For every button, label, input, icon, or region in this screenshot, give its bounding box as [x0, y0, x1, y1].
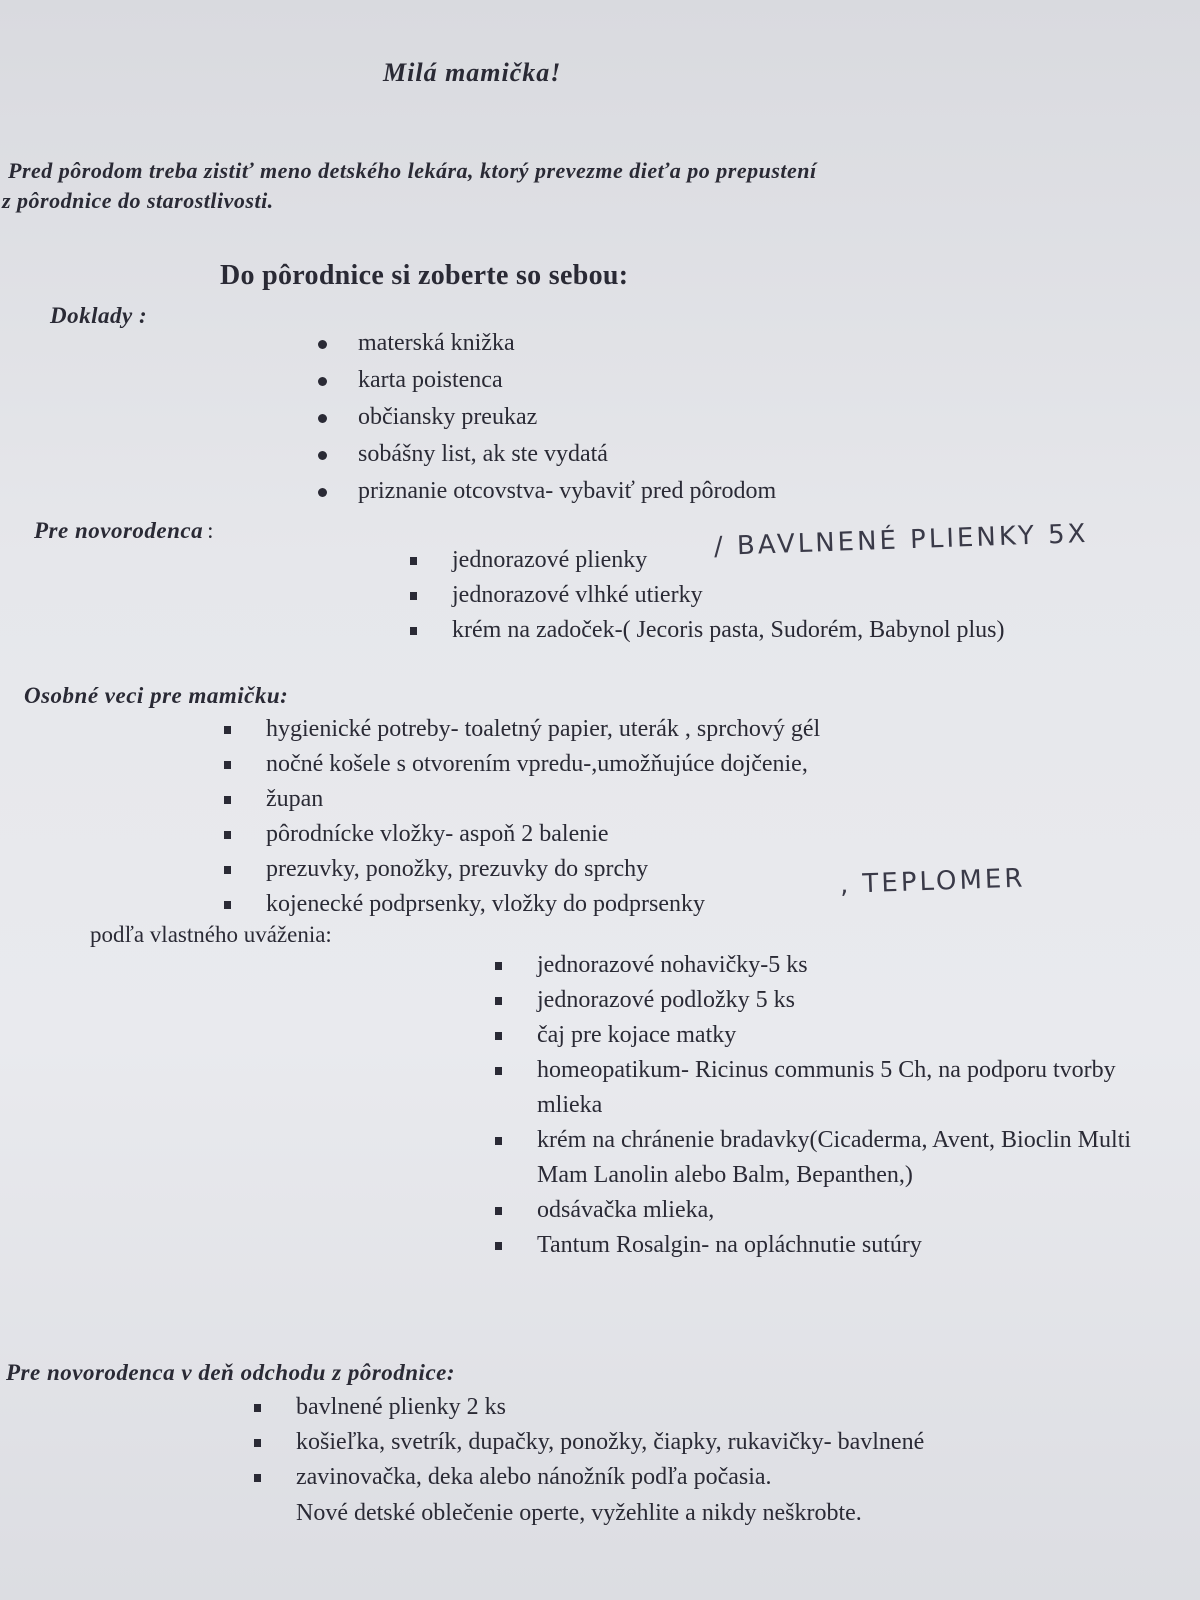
handwritten-note-cloth-diapers: / BAVLNENÉ PLIENKY 5X	[713, 518, 1089, 562]
documents-label: Doklady :	[50, 303, 148, 328]
optional-label: podľa vlastného uváženia:	[90, 922, 332, 947]
list-item: jednorazové plienky	[410, 543, 1112, 578]
list-item: čaj pre kojace matky	[495, 1018, 1147, 1053]
list-item: občiansky preukaz	[316, 399, 776, 436]
greeting: Milá mamička!	[383, 58, 562, 87]
list-item: Tantum Rosalgin- na opláchnutie sutúry	[495, 1228, 1147, 1263]
list-item: krém na zadoček-( Jecoris pasta, Sudorém, Babynol plus)	[410, 613, 1112, 648]
newborn-label: Pre novorodenca	[34, 518, 204, 543]
handwritten-note-thermometer: , TEPLOMER	[839, 863, 1026, 900]
list-item: karta poistenca	[316, 362, 776, 399]
list-item: jednorazové nohavičky-5 ks	[495, 948, 1147, 983]
list-item: zavinovačka, deka alebo nánožník podľa počasia.	[254, 1460, 924, 1495]
list-item: priznanie otcovstva- vybaviť pred pôrodom	[316, 473, 776, 510]
intro-line-1: Pred pôrodom treba zistiť meno detského lekára, ktorý prevezme dieťa po prepustení	[8, 158, 817, 183]
list-item: bavlnené plienky 2 ks	[254, 1390, 924, 1425]
list-item: homeopatikum- Ricinus communis 5 Ch, na podporu tvorby mlieka	[495, 1053, 1117, 1123]
list-item: krém na chránenie bradavky(Cicaderma, Avent, Bioclin Multi Mam Lanolin alebo Balm, Bepanthen,)	[495, 1123, 1147, 1193]
list-item: hygienické potreby- toaletný papier, uterák , sprchový gél	[224, 712, 820, 747]
page-heading: Do pôrodnice si zoberte so sebou:	[220, 260, 629, 291]
list-item: pôrodnícke vložky- aspoň 2 balenie	[224, 817, 820, 852]
mother-label: Osobné veci pre mamičku:	[24, 683, 289, 708]
list-item: prezuvky, ponožky, prezuvky do sprchy	[224, 852, 820, 887]
list-item: kojenecké podprsenky, vložky do podprsenky	[224, 887, 820, 922]
newborn-label-row	[34, 518, 214, 544]
intro-line-2: z pôrodnice do starostlivosti.	[2, 188, 274, 213]
mother-list	[224, 712, 820, 922]
list-item: nočné košele s otvorením vpredu-,umožňujúce dojčenie,	[224, 747, 820, 782]
list-item: materská knižka	[316, 325, 776, 362]
newborn-label-colon: :	[207, 518, 214, 543]
list-item: župan	[224, 782, 820, 817]
list-item: jednorazové vlhké utierky	[410, 578, 1112, 613]
documents-list	[316, 325, 776, 510]
list-item: jednorazové podložky 5 ks	[495, 983, 1147, 1018]
list-item: košieľka, svetrík, dupačky, ponožky, čiapky, rukavičky- bavlnené	[254, 1425, 924, 1460]
departure-list	[254, 1390, 924, 1495]
departure-note: Nové detské oblečenie operte, vyžehlite a nikdy neškrobte.	[296, 1500, 862, 1526]
list-item: sobášny list, ak ste vydatá	[316, 436, 776, 473]
optional-list	[495, 948, 1147, 1263]
departure-label: Pre novorodenca v deň odchodu z pôrodnice:	[6, 1360, 456, 1385]
list-item: odsávačka mlieka,	[495, 1193, 1147, 1228]
